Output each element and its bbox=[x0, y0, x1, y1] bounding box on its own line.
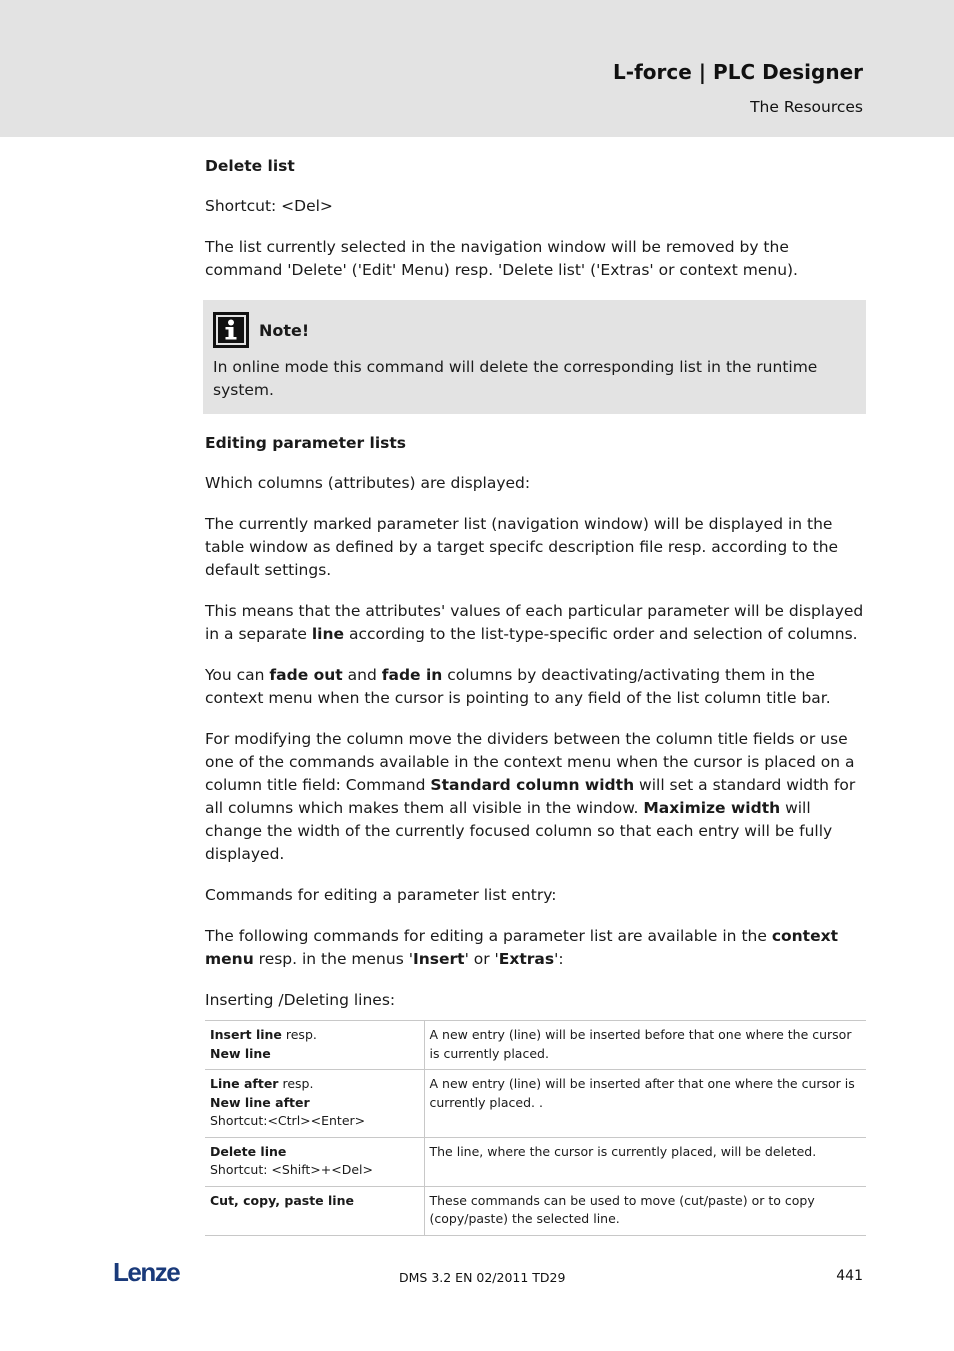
note-title: Note! bbox=[259, 320, 310, 340]
command-description: These commands can be used to move (cut/paste) or to copy (copy/paste) the selected line. bbox=[424, 1186, 866, 1235]
note-text: In online mode this command will delete the corresponding list in the runtime system. bbox=[213, 358, 818, 399]
paragraph-fade: You can fade out and fade in columns by deactivating/activating them in the context menu when the cursor is pointing to any field of the list column title bar. bbox=[205, 666, 831, 707]
delete-list-description: The list currently selected in the navigation window will be removed by the command 'Delete' ('Edit' Menu) resp. 'Delete list' ('Extras' or context menu). bbox=[205, 238, 798, 279]
section-subtitle: The Resources bbox=[750, 98, 863, 116]
table-row bbox=[205, 1186, 866, 1235]
commands-table bbox=[205, 1020, 866, 1236]
command-name: Cut, copy, paste line bbox=[210, 1192, 354, 1208]
document-title: L-force | PLC Designer bbox=[613, 60, 863, 84]
table-row bbox=[205, 1137, 866, 1186]
note-box bbox=[203, 300, 866, 414]
paragraph-attributes: This means that the attributes' values of each particular parameter will be displayed in a separate line according to the list-type-specific order and selection of columns. bbox=[205, 602, 864, 643]
paragraph-marked-list: The currently marked parameter list (navigation window) will be displayed in the table window as defined by a target specifc description file resp. according to the default settings. bbox=[205, 515, 839, 579]
command-cell: Line after resp. New line after Shortcut:<Ctrl><Enter> bbox=[205, 1070, 424, 1138]
shortcut-text: Shortcut: <Del> bbox=[205, 197, 333, 215]
paragraph-columns: Which columns (attributes) are displayed: bbox=[205, 474, 531, 492]
command-cell bbox=[205, 1137, 424, 1186]
paragraph-commands-intro: Commands for editing a parameter list entry: bbox=[205, 886, 557, 904]
main-content bbox=[205, 155, 867, 1236]
svg-text:Lenze: Lenze bbox=[113, 1259, 180, 1287]
command-description: A new entry (line) will be inserted before that one where the cursor is currently placed. bbox=[424, 1021, 866, 1070]
command-alt-name: New line after bbox=[210, 1094, 310, 1110]
command-alt-name: New line bbox=[210, 1045, 271, 1061]
table-row bbox=[205, 1070, 866, 1138]
command-description: A new entry (line) will be inserted after that one where the cursor is currently placed. . bbox=[424, 1070, 866, 1138]
document-id: DMS 3.2 EN 02/2011 TD29 bbox=[399, 1270, 566, 1285]
page-header bbox=[0, 0, 954, 137]
command-name: Line after bbox=[210, 1076, 279, 1091]
command-name: Insert line bbox=[210, 1027, 282, 1042]
heading-delete-list: Delete list bbox=[205, 157, 295, 175]
note-header bbox=[213, 312, 854, 348]
command-description: The line, where the cursor is currently placed, will be deleted. bbox=[424, 1137, 866, 1186]
command-shortcut: Shortcut: <Shift>+<Del> bbox=[210, 1162, 373, 1177]
lenze-logo bbox=[113, 1259, 193, 1287]
paragraph-column-width: For modifying the column move the dividers between the column title fields or use one of the commands available in the context menu when the cursor is placed on a column title field: Command Standard column width will set a standard width for all columns which makes them all visible in the window. Maximize width will change the width of the currently focused column so that each entry will be fully displayed. bbox=[205, 730, 856, 863]
info-icon bbox=[213, 312, 249, 348]
page-number: 441 bbox=[836, 1268, 863, 1284]
paragraph-inserting-deleting: Inserting /Deleting lines: bbox=[205, 991, 396, 1009]
command-cell: Insert line resp. New line bbox=[205, 1021, 424, 1070]
heading-editing-parameter-lists: Editing parameter lists bbox=[205, 434, 407, 452]
command-name: Delete line bbox=[210, 1143, 287, 1159]
table-row bbox=[205, 1021, 866, 1070]
paragraph-context-menu: The following commands for editing a parameter list are available in the context menu resp. in the menus 'Insert' or 'Extras': bbox=[205, 927, 839, 968]
command-cell bbox=[205, 1186, 424, 1235]
command-shortcut: Shortcut:<Ctrl><Enter> bbox=[210, 1113, 366, 1128]
